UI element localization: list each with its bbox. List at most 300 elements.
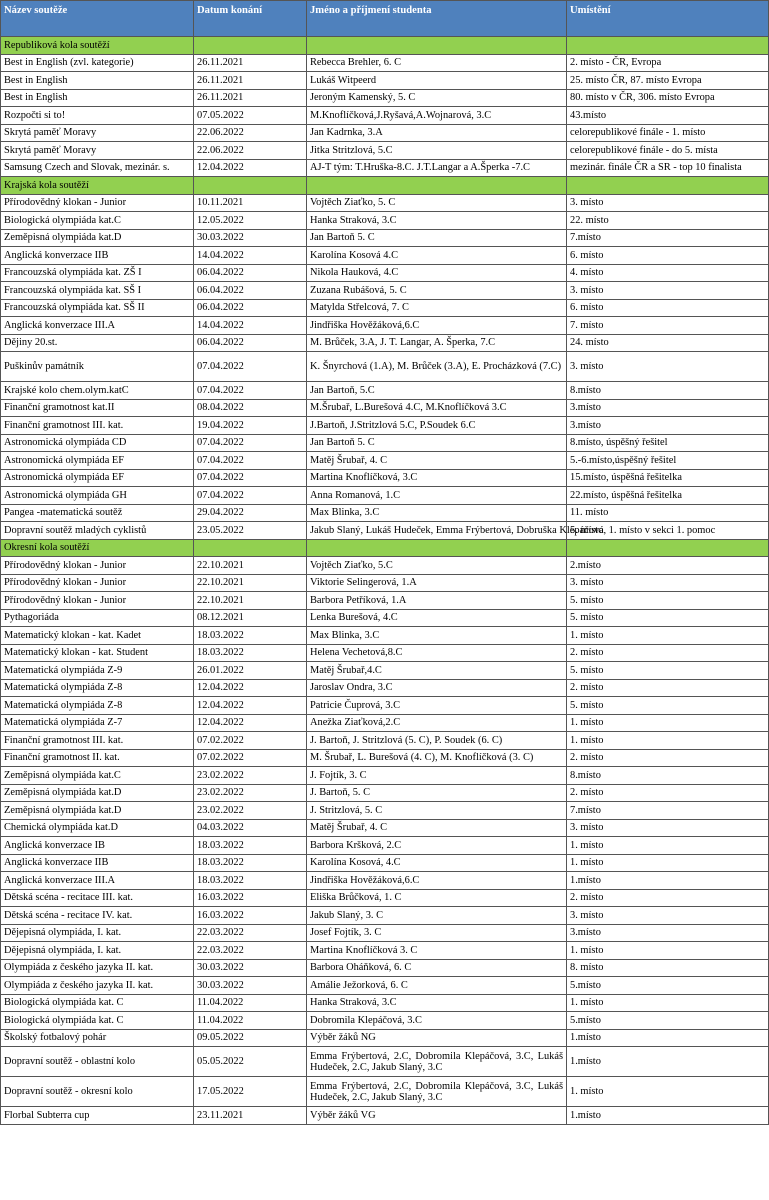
section-empty-cell — [567, 539, 769, 557]
competition-cell: Přírodovědný klokan - Junior — [1, 194, 194, 212]
student-cell: Vojtěch Ziaťko, 5.C — [307, 557, 567, 575]
competition-cell: Anglická konverzace III.A — [1, 872, 194, 890]
competition-cell: Zeměpisná olympiáda kat.D — [1, 784, 194, 802]
table-row — [1, 142, 769, 160]
student-cell: Výběr žáků NG — [307, 1029, 567, 1047]
competition-cell: Samsung Czech and Slovak, mezinár. s. — [1, 159, 194, 177]
date-cell: 12.05.2022 — [194, 212, 307, 230]
placement-cell: 22.místo, úspěšná řešitelka — [567, 487, 769, 505]
student-cell: J.Bartoň, J.Stritzlová 5.C, P.Soudek 6.C — [307, 417, 567, 435]
table-row — [1, 399, 769, 417]
competition-cell: Pangea -matematická soutěž — [1, 504, 194, 522]
date-cell: 12.04.2022 — [194, 679, 307, 697]
table-row — [1, 107, 769, 125]
date-cell: 26.01.2022 — [194, 662, 307, 680]
placement-cell: 4. místo — [567, 264, 769, 282]
student-cell: Martina Knoflíčková 3. C — [307, 942, 567, 960]
competition-cell: Astronomická olympiáda EF — [1, 452, 194, 470]
table-row — [1, 697, 769, 715]
placement-cell: 8.místo — [567, 382, 769, 400]
section-empty-cell — [307, 37, 567, 55]
student-cell: Jan Bartoň 5. C — [307, 434, 567, 452]
placement-cell: 2. místo — [567, 749, 769, 767]
competition-cell: Astronomická olympiáda GH — [1, 487, 194, 505]
student-cell: Matěj Šrubař, 4. C — [307, 819, 567, 837]
table-row — [1, 212, 769, 230]
student-cell: J. Bartoň, J. Stritzlová (5. C), P. Soudek (6. C) — [307, 732, 567, 750]
student-cell: M.Šrubař, L.Burešová 4.C, M.Knoflíčková 3.C — [307, 399, 567, 417]
table-row — [1, 959, 769, 977]
student-cell: Jaroslav Ondra, 3.C — [307, 679, 567, 697]
date-cell: 08.04.2022 — [194, 399, 307, 417]
placement-cell: 3. místo — [567, 819, 769, 837]
placement-cell: 6. místo — [567, 299, 769, 317]
placement-cell: 1. místo — [567, 837, 769, 855]
date-cell: 09.05.2022 — [194, 1029, 307, 1047]
date-cell: 17.05.2022 — [194, 1077, 307, 1107]
date-cell: 14.04.2022 — [194, 247, 307, 265]
date-cell: 04.03.2022 — [194, 819, 307, 837]
student-cell: Barbora Petříková, 1.A — [307, 592, 567, 610]
placement-cell: 3.místo — [567, 399, 769, 417]
placement-cell: 1. místo — [567, 1077, 769, 1107]
date-cell: 18.03.2022 — [194, 644, 307, 662]
placement-cell: 1.místo — [567, 1047, 769, 1077]
competition-cell: Přírodovědný klokan - Junior — [1, 574, 194, 592]
placement-cell: 1.místo — [567, 872, 769, 890]
date-cell: 08.12.2021 — [194, 609, 307, 627]
competition-cell: Pythagoriáda — [1, 609, 194, 627]
table-row — [1, 487, 769, 505]
date-cell: 07.02.2022 — [194, 732, 307, 750]
date-cell: 11.04.2022 — [194, 1012, 307, 1030]
placement-cell: 22. místo — [567, 212, 769, 230]
competition-cell: Finanční gramotnost III. kat. — [1, 732, 194, 750]
competition-cell: Školský fotbalový pohár — [1, 1029, 194, 1047]
table-row — [1, 334, 769, 352]
date-cell: 23.02.2022 — [194, 767, 307, 785]
date-cell: 10.11.2021 — [194, 194, 307, 212]
student-cell: Barbora Oháňková, 6. C — [307, 959, 567, 977]
date-cell: 16.03.2022 — [194, 907, 307, 925]
date-cell: 16.03.2022 — [194, 889, 307, 907]
competition-cell: Best in English (zvl. kategorie) — [1, 54, 194, 72]
date-cell: 30.03.2022 — [194, 229, 307, 247]
student-cell: Matěj Šrubař,4.C — [307, 662, 567, 680]
table-row — [1, 72, 769, 90]
table-row — [1, 299, 769, 317]
date-cell: 22.03.2022 — [194, 924, 307, 942]
placement-cell: 5. místo — [567, 592, 769, 610]
student-cell: Martina Knoflíčková, 3.C — [307, 469, 567, 487]
section-empty-cell — [567, 37, 769, 55]
date-cell: 07.04.2022 — [194, 487, 307, 505]
date-cell: 07.04.2022 — [194, 452, 307, 470]
placement-cell: 1.místo — [567, 1029, 769, 1047]
student-cell: Helena Vechetová,8.C — [307, 644, 567, 662]
student-cell: Viktorie Selingerová, 1.A — [307, 574, 567, 592]
table-row — [1, 382, 769, 400]
date-cell: 06.04.2022 — [194, 282, 307, 300]
section-title: Republiková kola soutěží — [1, 37, 194, 55]
student-cell: Karolína Kosová, 4.C — [307, 854, 567, 872]
competition-cell: Astronomická olympiáda EF — [1, 469, 194, 487]
date-cell: 07.02.2022 — [194, 749, 307, 767]
competition-cell: Krajské kolo chem.olym.katC — [1, 382, 194, 400]
student-cell: K. Šnyrchová (1.A), M. Brůček (3.A), E. Procházková (7.C) — [307, 352, 567, 382]
student-cell: M. Brůček, 3.A, J. T. Langar, A. Šperka, 7.C — [307, 334, 567, 352]
date-cell: 12.04.2022 — [194, 159, 307, 177]
placement-cell: 5. místo — [567, 697, 769, 715]
placement-cell: 25. místo ČR, 87. místo Evropa — [567, 72, 769, 90]
student-cell: Emma Frýbertová, 2.C, Dobromila Klepáčová, 3.C, Lukáš Hudeček, 2.C, Jakub Slaný, 3.C — [307, 1047, 567, 1077]
section-empty-cell — [307, 177, 567, 195]
placement-cell: 2. místo — [567, 679, 769, 697]
student-cell: M.Knoflíčková,J.Ryšavá,A.Wojnarová, 3.C — [307, 107, 567, 125]
competition-cell: Anglická konverzace III.A — [1, 317, 194, 335]
competition-cell: Anglická konverzace IIB — [1, 854, 194, 872]
competition-cell: Biologická olympiáda kat.C — [1, 212, 194, 230]
table-row — [1, 574, 769, 592]
date-cell: 06.04.2022 — [194, 264, 307, 282]
competition-cell: Matematický klokan - kat. Student — [1, 644, 194, 662]
date-cell: 19.04.2022 — [194, 417, 307, 435]
placement-cell: 6. místo — [567, 247, 769, 265]
section-empty-cell — [567, 177, 769, 195]
student-cell: J. Stritzlová, 5. C — [307, 802, 567, 820]
placement-cell: 3. místo — [567, 194, 769, 212]
table-row — [1, 194, 769, 212]
table-row — [1, 592, 769, 610]
date-cell: 23.11.2021 — [194, 1107, 307, 1125]
table-row — [1, 627, 769, 645]
table-row — [1, 1107, 769, 1125]
student-cell: Jakub Slaný, Lukáš Hudeček, Emma Frýbertová, Dobruška Klepáčová — [307, 522, 567, 540]
competition-cell: Matematická olympiáda Z-9 — [1, 662, 194, 680]
table-row — [1, 159, 769, 177]
student-cell: Hanka Straková, 3.C — [307, 994, 567, 1012]
competition-cell: Finanční gramotnost kat.II — [1, 399, 194, 417]
date-cell: 14.04.2022 — [194, 317, 307, 335]
competition-cell: Best in English — [1, 89, 194, 107]
date-cell: 29.04.2022 — [194, 504, 307, 522]
date-cell: 22.10.2021 — [194, 574, 307, 592]
competition-cell: Matematický klokan - kat. Kadet — [1, 627, 194, 645]
section-row — [1, 539, 769, 557]
section-title: Krajská kola soutěží — [1, 177, 194, 195]
placement-cell: 5. místo — [567, 609, 769, 627]
competition-cell: Rozpočti si to! — [1, 107, 194, 125]
table-row — [1, 889, 769, 907]
header-student: Jméno a příjmení studenta — [307, 1, 567, 37]
table-row — [1, 819, 769, 837]
competition-cell: Dějepisná olympiáda, I. kat. — [1, 942, 194, 960]
student-cell: Hanka Straková, 3.C — [307, 212, 567, 230]
placement-cell: 15.místo, úspěšná řešitelka — [567, 469, 769, 487]
competition-cell: Anglická konverzace IB — [1, 837, 194, 855]
table-row — [1, 504, 769, 522]
date-cell: 07.04.2022 — [194, 352, 307, 382]
table-row — [1, 417, 769, 435]
table-row — [1, 452, 769, 470]
date-cell: 12.04.2022 — [194, 714, 307, 732]
student-cell: Anna Romanová, 1.C — [307, 487, 567, 505]
table-row — [1, 732, 769, 750]
table-row — [1, 749, 769, 767]
student-cell: Jitka Stritzlová, 5.C — [307, 142, 567, 160]
competition-cell: Přírodovědný klokan - Junior — [1, 557, 194, 575]
table-row — [1, 229, 769, 247]
student-cell: Amálie Ježorková, 6. C — [307, 977, 567, 995]
table-row — [1, 264, 769, 282]
student-cell: Jakub Slaný, 3. C — [307, 907, 567, 925]
student-cell: Eliška Brůčková, 1. C — [307, 889, 567, 907]
date-cell: 30.03.2022 — [194, 959, 307, 977]
competition-cell: Anglická konverzace IIB — [1, 247, 194, 265]
table-row — [1, 434, 769, 452]
placement-cell: 2. místo — [567, 644, 769, 662]
placement-cell: 2.místo — [567, 557, 769, 575]
student-cell: Dobromila Klepáčová, 3.C — [307, 1012, 567, 1030]
date-cell: 23.05.2022 — [194, 522, 307, 540]
date-cell: 12.04.2022 — [194, 697, 307, 715]
table-row — [1, 282, 769, 300]
date-cell: 18.03.2022 — [194, 837, 307, 855]
competition-cell: Chemická olympiáda kat.D — [1, 819, 194, 837]
placement-cell: 8.místo — [567, 767, 769, 785]
table-row — [1, 317, 769, 335]
competition-cell: Francouzská olympiáda kat. SŠ I — [1, 282, 194, 300]
competition-cell: Zeměpisná olympiáda kat.C — [1, 767, 194, 785]
competition-cell: Biologická olympiáda kat. C — [1, 1012, 194, 1030]
student-cell: M. Šrubař, L. Burešová (4. C), M. Knoflíčková (3. C) — [307, 749, 567, 767]
competition-cell: Puškinův památník — [1, 352, 194, 382]
date-cell: 07.04.2022 — [194, 469, 307, 487]
table-row — [1, 89, 769, 107]
table-row — [1, 1047, 769, 1077]
placement-cell: 8.místo, úspěšný řešitel — [567, 434, 769, 452]
placement-cell: 5.místo — [567, 1012, 769, 1030]
placement-cell: 8. místo — [567, 959, 769, 977]
table-row — [1, 352, 769, 382]
placement-cell: 7. místo — [567, 317, 769, 335]
student-cell: J. Bartoň, 5. C — [307, 784, 567, 802]
placement-cell: 1. místo — [567, 714, 769, 732]
student-cell: Emma Frýbertová, 2.C, Dobromila Klepáčová, 3.C, Lukáš Hudeček, 2.C, Jakub Slaný, 3.C — [307, 1077, 567, 1107]
date-cell: 26.11.2021 — [194, 89, 307, 107]
placement-cell: 7.místo — [567, 802, 769, 820]
placement-cell: 3. místo — [567, 282, 769, 300]
student-cell: Max Blinka, 3.C — [307, 504, 567, 522]
placement-cell: 80. místo v ČR, 306. místo Evropa — [567, 89, 769, 107]
placement-cell: 1. místo — [567, 942, 769, 960]
date-cell: 22.03.2022 — [194, 942, 307, 960]
placement-cell: 5.-6.místo,úspěšný řešitel — [567, 452, 769, 470]
date-cell: 22.10.2021 — [194, 557, 307, 575]
competition-cell: Florbal Subterra cup — [1, 1107, 194, 1125]
competition-cell: Dopravní soutěž mladých cyklistů — [1, 522, 194, 540]
placement-cell: 1. místo — [567, 854, 769, 872]
placement-cell: 1. místo — [567, 627, 769, 645]
student-cell: Jindřiška Hověžáková,6.C — [307, 317, 567, 335]
section-row — [1, 177, 769, 195]
competition-cell: Biologická olympiáda kat. C — [1, 994, 194, 1012]
table-row — [1, 977, 769, 995]
placement-cell: 3. místo — [567, 574, 769, 592]
header-placement: Umístění — [567, 1, 769, 37]
table-row — [1, 1029, 769, 1047]
student-cell: Výběr žáků VG — [307, 1107, 567, 1125]
competition-cell: Dopravní soutěž - okresní kolo — [1, 1077, 194, 1107]
date-cell: 11.04.2022 — [194, 994, 307, 1012]
competition-cell: Skrytá paměť Moravy — [1, 124, 194, 142]
placement-cell: 11. místo — [567, 504, 769, 522]
table-row — [1, 662, 769, 680]
section-row — [1, 37, 769, 55]
placement-cell: 5.místo — [567, 977, 769, 995]
table-row — [1, 557, 769, 575]
date-cell: 30.03.2022 — [194, 977, 307, 995]
competition-cell: Best in English — [1, 72, 194, 90]
placement-cell: 1.místo — [567, 1107, 769, 1125]
student-cell: Max Blinka, 3.C — [307, 627, 567, 645]
student-cell: Josef Fojtík, 3. C — [307, 924, 567, 942]
student-cell: Nikola Hauková, 4.C — [307, 264, 567, 282]
placement-cell: celorepublikové finále - do 5. místa — [567, 142, 769, 160]
placement-cell: 3.místo — [567, 924, 769, 942]
date-cell: 06.04.2022 — [194, 334, 307, 352]
table-row — [1, 1012, 769, 1030]
placement-cell: 3. místo — [567, 352, 769, 382]
placement-cell: celorepublikové finále - 1. místo — [567, 124, 769, 142]
placement-cell: 2. místo — [567, 889, 769, 907]
table-row — [1, 644, 769, 662]
student-cell: Vojtěch Ziaťko, 5. C — [307, 194, 567, 212]
student-cell: Jan Kadrnka, 3.A — [307, 124, 567, 142]
table-row — [1, 784, 769, 802]
table-row — [1, 907, 769, 925]
placement-cell: 1. místo — [567, 732, 769, 750]
table-row — [1, 522, 769, 540]
placement-cell: mezinár. finále ČR a SR - top 10 finalista — [567, 159, 769, 177]
date-cell: 18.03.2022 — [194, 872, 307, 890]
competition-cell: Francouzská olympiáda kat. ZŠ I — [1, 264, 194, 282]
competition-cell: Matematická olympiáda Z-8 — [1, 697, 194, 715]
student-cell: Anežka Ziaťková,2.C — [307, 714, 567, 732]
placement-cell: 2. místo - ČR, Evropa — [567, 54, 769, 72]
competition-cell: Dějepisná olympiáda, I. kat. — [1, 924, 194, 942]
table-row — [1, 247, 769, 265]
placement-cell: 43.místo — [567, 107, 769, 125]
date-cell: 22.06.2022 — [194, 142, 307, 160]
student-cell: Lenka Burešová, 4.C — [307, 609, 567, 627]
date-cell: 05.05.2022 — [194, 1047, 307, 1077]
header-competition: Název soutěže — [1, 1, 194, 37]
table-row — [1, 1077, 769, 1107]
placement-cell: 3. místo — [567, 907, 769, 925]
placement-cell: 24. místo — [567, 334, 769, 352]
competition-cell: Skrytá paměť Moravy — [1, 142, 194, 160]
table-row — [1, 872, 769, 890]
competition-cell: Dětská scéna - recitace III. kat. — [1, 889, 194, 907]
table-row — [1, 924, 769, 942]
date-cell: 06.04.2022 — [194, 299, 307, 317]
placement-cell: 3.místo — [567, 417, 769, 435]
student-cell: Barbora Kršková, 2.C — [307, 837, 567, 855]
student-cell: Jan Bartoň, 5.C — [307, 382, 567, 400]
table-row — [1, 679, 769, 697]
competition-cell: Dějiny 20.st. — [1, 334, 194, 352]
competition-cell: Matematická olympiáda Z-7 — [1, 714, 194, 732]
table-row — [1, 124, 769, 142]
placement-cell: 1. místo — [567, 994, 769, 1012]
date-cell: 22.10.2021 — [194, 592, 307, 610]
competition-cell: Zeměpisná olympiáda kat.D — [1, 229, 194, 247]
student-cell: J. Fojtík, 3. C — [307, 767, 567, 785]
date-cell: 07.04.2022 — [194, 382, 307, 400]
student-cell: Jan Bartoň 5. C — [307, 229, 567, 247]
date-cell: 23.02.2022 — [194, 784, 307, 802]
competition-cell: Dopravní soutěž - oblastní kolo — [1, 1047, 194, 1077]
student-cell: Jindřiška Hověžáková,6.C — [307, 872, 567, 890]
student-cell: Patricie Čuprová, 3.C — [307, 697, 567, 715]
competition-cell: Přírodovědný klokan - Junior — [1, 592, 194, 610]
table-row — [1, 469, 769, 487]
competition-cell: Finanční gramotnost II. kat. — [1, 749, 194, 767]
table-row — [1, 714, 769, 732]
section-empty-cell — [194, 539, 307, 557]
date-cell: 07.05.2022 — [194, 107, 307, 125]
student-cell: Matylda Střelcová, 7. C — [307, 299, 567, 317]
competition-cell: Astronomická olympiáda CD — [1, 434, 194, 452]
placement-cell: 5. místo — [567, 662, 769, 680]
placement-cell: 2. místo — [567, 784, 769, 802]
header-date: Datum konání — [194, 1, 307, 37]
placement-cell: 5. místo, 1. místo v sekci 1. pomoc — [567, 522, 769, 540]
student-cell: Matěj Šrubař, 4. C — [307, 452, 567, 470]
table-row — [1, 942, 769, 960]
section-empty-cell — [194, 177, 307, 195]
date-cell: 18.03.2022 — [194, 854, 307, 872]
competition-cell: Matematická olympiáda Z-8 — [1, 679, 194, 697]
table-row — [1, 854, 769, 872]
student-cell: Rebecca Brehler, 6. C — [307, 54, 567, 72]
competition-cell: Dětská scéna - recitace IV. kat. — [1, 907, 194, 925]
section-empty-cell — [194, 37, 307, 55]
table-row — [1, 994, 769, 1012]
student-cell: Karolína Kosová 4.C — [307, 247, 567, 265]
date-cell: 26.11.2021 — [194, 54, 307, 72]
student-cell: Zuzana Rubášová, 5. C — [307, 282, 567, 300]
competition-cell: Olympiáda z českého jazyka II. kat. — [1, 959, 194, 977]
competition-cell: Finanční gramotnost III. kat. — [1, 417, 194, 435]
section-empty-cell — [307, 539, 567, 557]
date-cell: 07.04.2022 — [194, 434, 307, 452]
competition-cell: Olympiáda z českého jazyka II. kat. — [1, 977, 194, 995]
student-cell: Jeroným Kamenský, 5. C — [307, 89, 567, 107]
table-row — [1, 767, 769, 785]
table-row — [1, 837, 769, 855]
table-row — [1, 609, 769, 627]
date-cell: 22.06.2022 — [194, 124, 307, 142]
date-cell: 23.02.2022 — [194, 802, 307, 820]
competition-cell: Zeměpisná olympiáda kat.D — [1, 802, 194, 820]
table-body — [1, 37, 769, 1125]
student-cell: Lukáš Witpeerd — [307, 72, 567, 90]
header-row — [1, 1, 769, 37]
section-title: Okresní kola soutěží — [1, 539, 194, 557]
table-row — [1, 54, 769, 72]
